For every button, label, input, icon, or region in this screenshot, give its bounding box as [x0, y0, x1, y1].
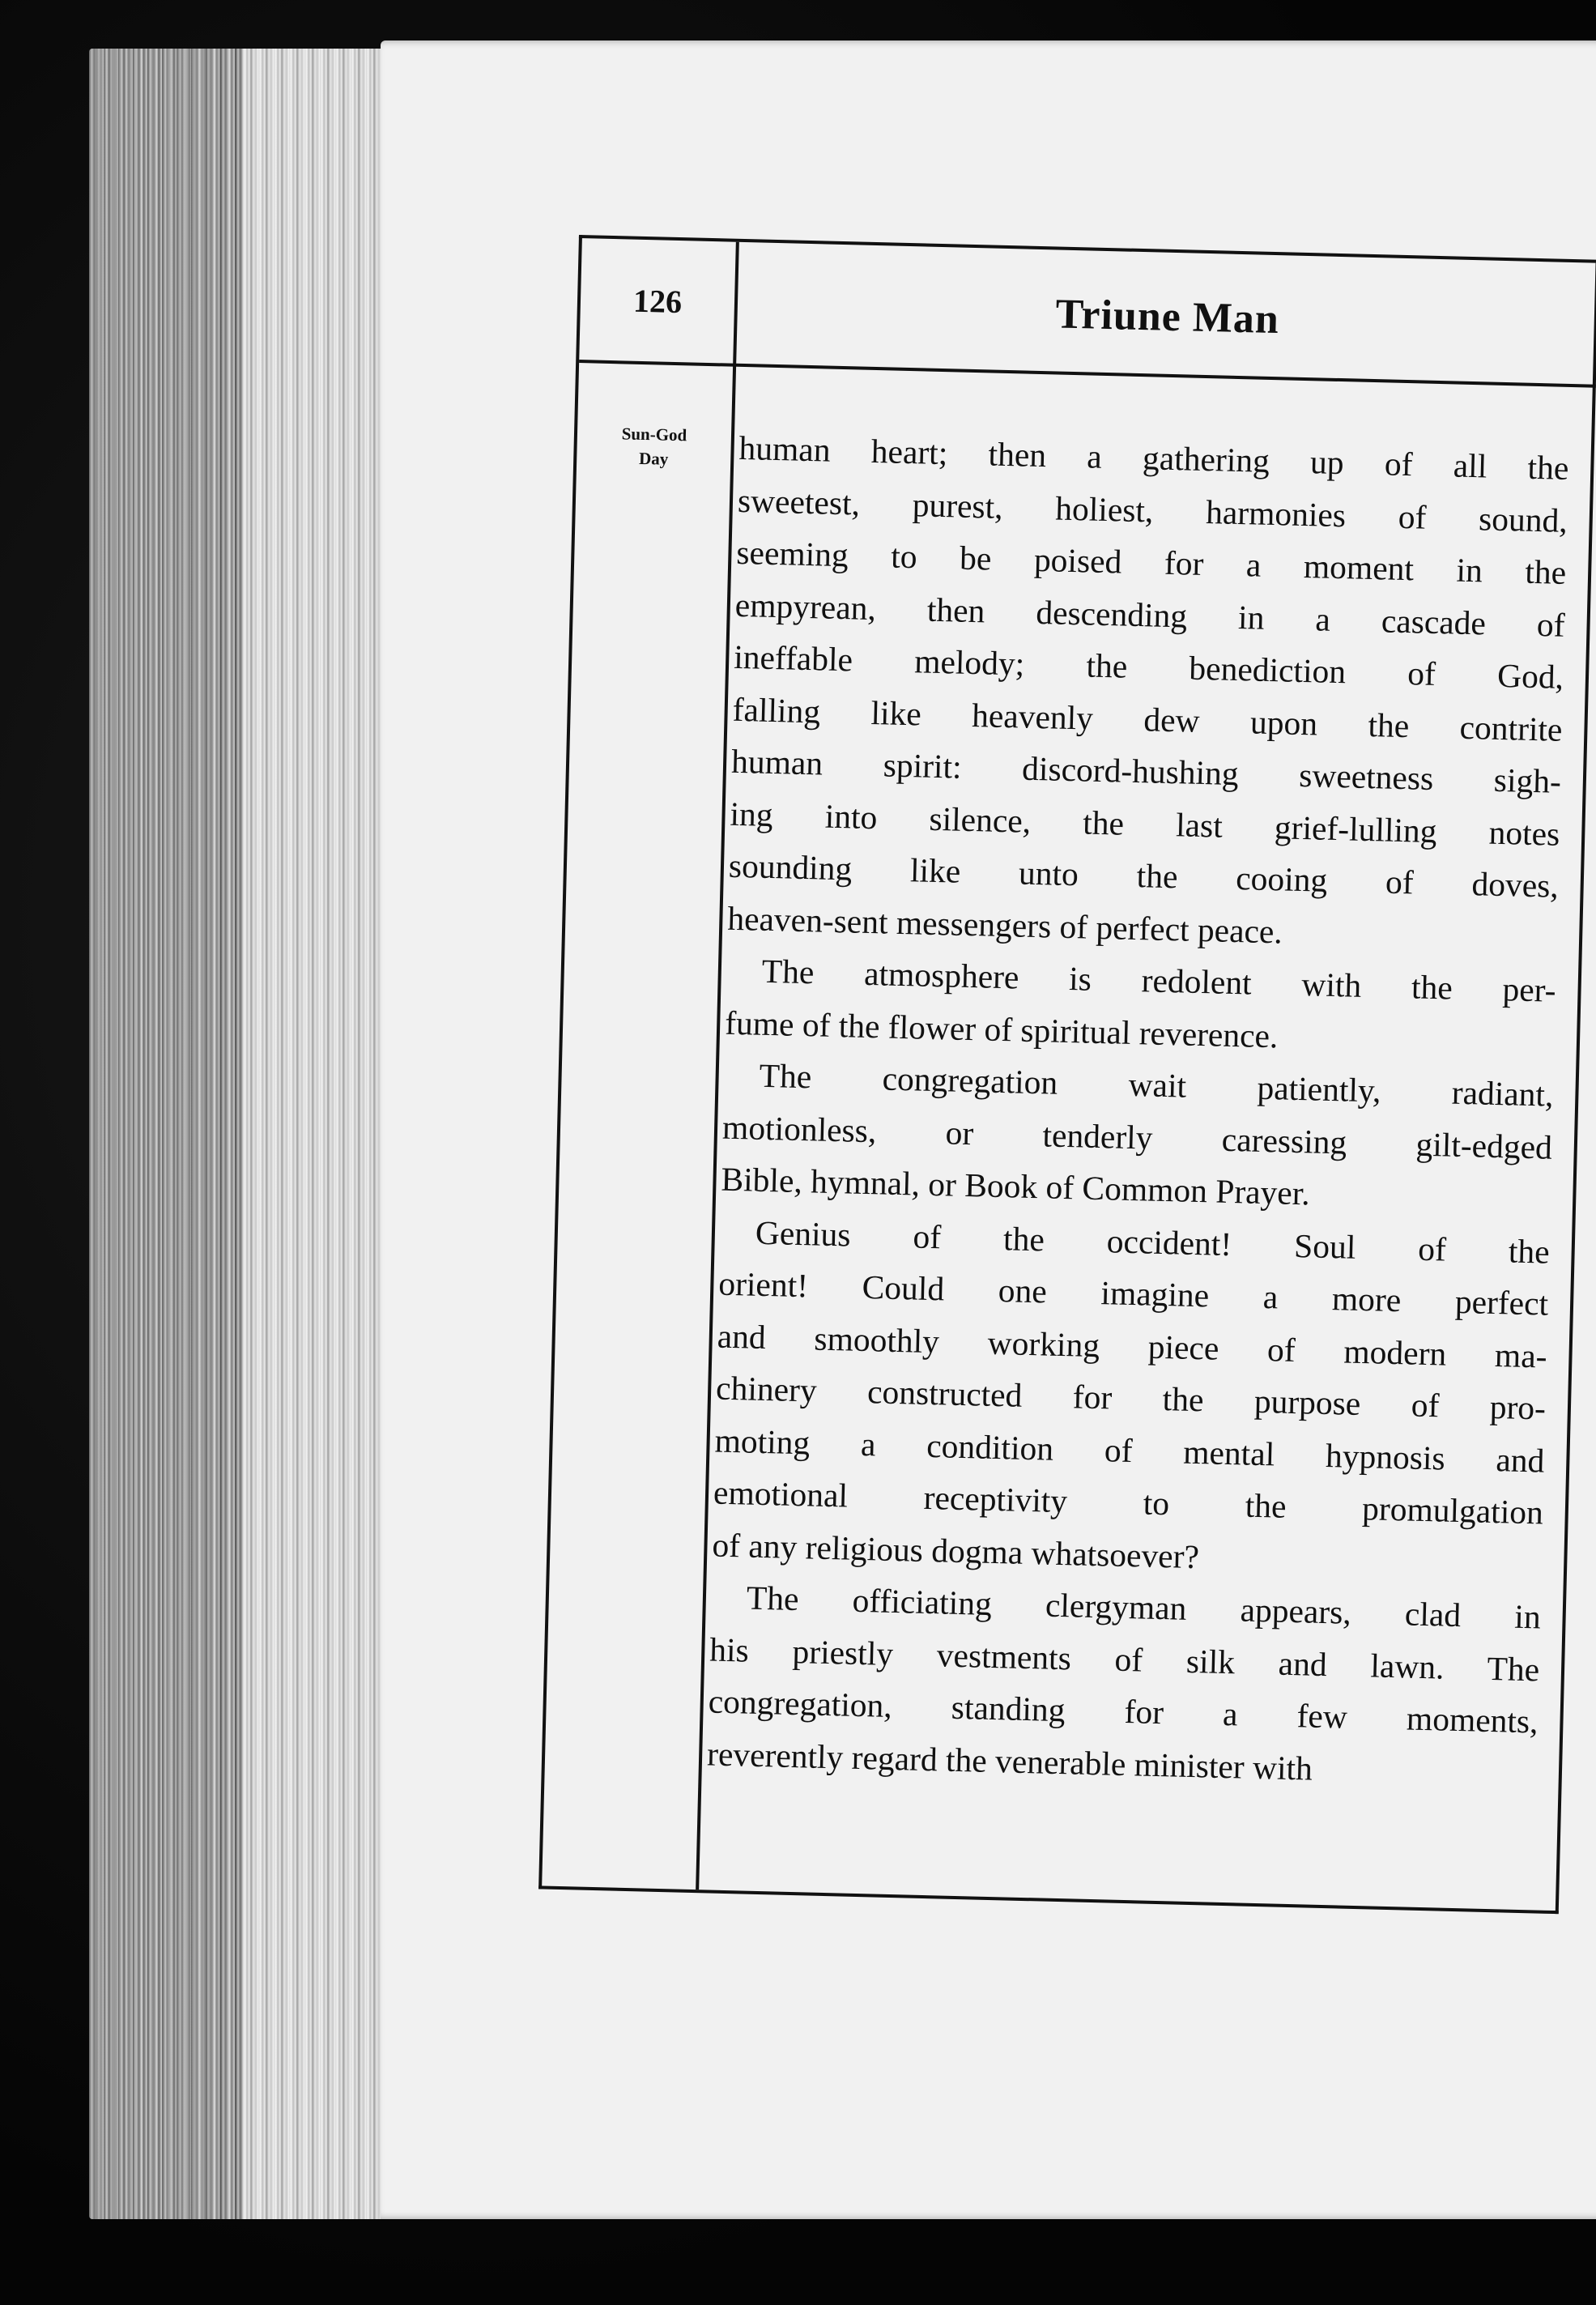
text-line: ing into silence, the last grief-lulling notes	[730, 795, 1560, 853]
text-line: ineffable melody; the benediction of God,	[733, 637, 1564, 696]
margin-note-line: Sun-God	[621, 424, 687, 445]
paragraph	[706, 1570, 1541, 1800]
text-line: orient! Could one imagine a more perfect	[717, 1264, 1549, 1323]
text-frame	[538, 235, 1596, 1914]
text-line: motionless, or tenderly caressing gilt-edged	[721, 1108, 1553, 1166]
text-line: sweetest, purest, holiest, harmonies of sound,	[737, 481, 1568, 539]
paragraph	[727, 422, 1569, 965]
text-line: seeming to be poised for a moment in the	[735, 533, 1567, 591]
margin-note-line: Day	[638, 448, 669, 469]
text-line: his priestly vestments of silk and lawn. The	[709, 1630, 1540, 1689]
text-line: The congregation wait patiently, radiant,	[759, 1056, 1554, 1114]
text-line: chinery constructed for the purpose of pro-	[715, 1369, 1547, 1427]
text-line: fume of the flower of spiritual reverence.	[724, 1003, 1279, 1055]
paragraph	[725, 944, 1557, 1069]
text-line: human spirit: discord-hushing sweetness sigh-	[730, 742, 1562, 800]
text-line: heaven-sent messengers of perfect peace.	[726, 899, 1283, 950]
paragraph	[712, 1205, 1551, 1591]
text-line: human heart; then a gathering up of all the	[738, 428, 1569, 487]
text-line: congregation, standing for a few moments,	[708, 1682, 1539, 1740]
page-number: 126	[632, 282, 683, 321]
text-line: falling like heavenly dew upon the contrite	[732, 690, 1564, 748]
text-line: reverently regard the venerable minister with	[706, 1734, 1313, 1787]
text-line: empyrean, then descending in a cascade of	[734, 586, 1566, 644]
header-rule	[579, 360, 1596, 388]
text-line: Bible, hymnal, or Book of Common Prayer.	[721, 1160, 1311, 1212]
text-line: of any religious dogma whatsoever?	[711, 1526, 1200, 1575]
text-line: The officiating clergyman appears, clad in	[746, 1579, 1542, 1636]
paragraph	[721, 1049, 1554, 1225]
running-title: Triune Man	[1054, 291, 1280, 343]
body-text	[706, 422, 1569, 1800]
text-line: The atmosphere is redolent with the per-	[761, 952, 1557, 1009]
text-line: and smoothly working piece of modern ma-	[717, 1317, 1548, 1375]
text-line: sounding like unto the cooing of doves,	[728, 846, 1560, 905]
page-edges-shadow	[89, 49, 243, 2219]
text-line: emotional receptivity to the promulgation	[713, 1473, 1544, 1532]
text-line: Genius of the occident! Soul of the	[755, 1213, 1551, 1271]
text-line: moting a condition of mental hypnosis and	[714, 1421, 1545, 1480]
margin-note	[583, 420, 725, 472]
